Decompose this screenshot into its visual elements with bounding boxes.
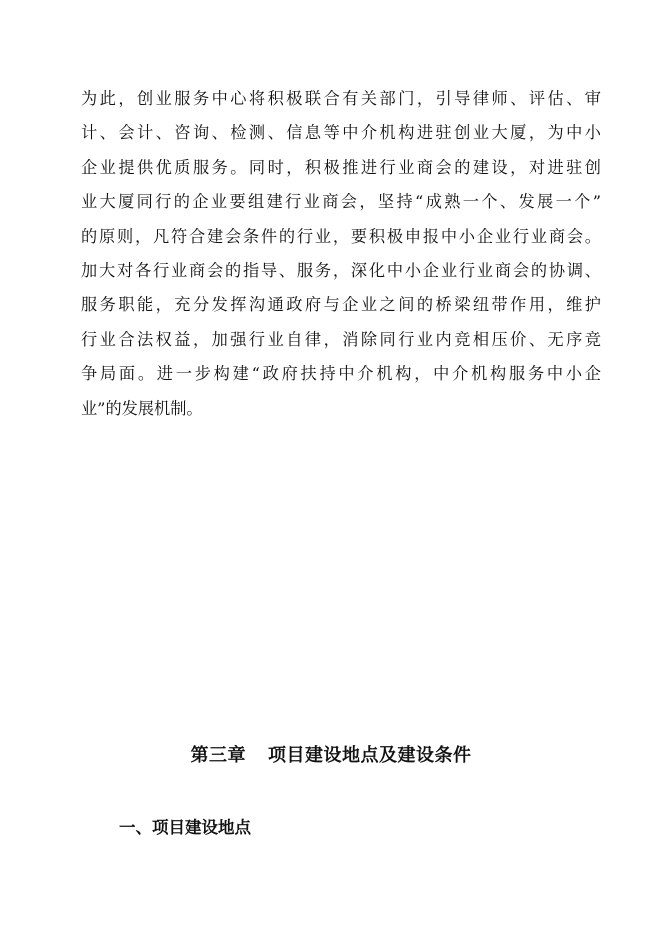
paragraph-line: 为此，创业服务中心将积极联合有关部门，引导律师、评估、审 bbox=[81, 89, 601, 108]
paragraph-line: 的原则，凡符合建会条件的行业，要积极申报中小企业行业商会。 bbox=[81, 226, 601, 246]
paragraph-line: 业大厦同行的企业要组建行业商会，坚持“成熟一个、发展一个” bbox=[81, 192, 601, 212]
body-paragraph bbox=[81, 87, 601, 431]
paragraph-line: 计、会计、咨询、检测、信息等中介机构进驻创业大厦，为中小 bbox=[81, 123, 601, 143]
chapter-title bbox=[0, 741, 662, 767]
paragraph-line: 争局面。进一步构建“政府扶持中介机构，中介机构服务中小企 bbox=[81, 364, 601, 384]
paragraph-line: 行业合法权益，加强行业自律，消除同行业内竞相压价、无序竞 bbox=[81, 329, 601, 349]
section-heading: 一、项目建设地点 bbox=[119, 818, 251, 837]
paragraph-line: 企业提供优质服务。同时，积极推进行业商会的建设，对进驻创 bbox=[81, 157, 601, 177]
paragraph-line: 加大对各行业商会的指导、服务，深化中小企业行业商会的协调、 bbox=[81, 260, 601, 280]
paragraph-line: 服务职能，充分发挥沟通政府与企业之间的桥梁纽带作用，维护 bbox=[81, 295, 601, 315]
paragraph-line: 业”的发展机制。 bbox=[81, 398, 203, 418]
chapter-name: 项目建设地点及建设条件 bbox=[268, 745, 472, 766]
chapter-number: 第三章 bbox=[190, 745, 246, 766]
